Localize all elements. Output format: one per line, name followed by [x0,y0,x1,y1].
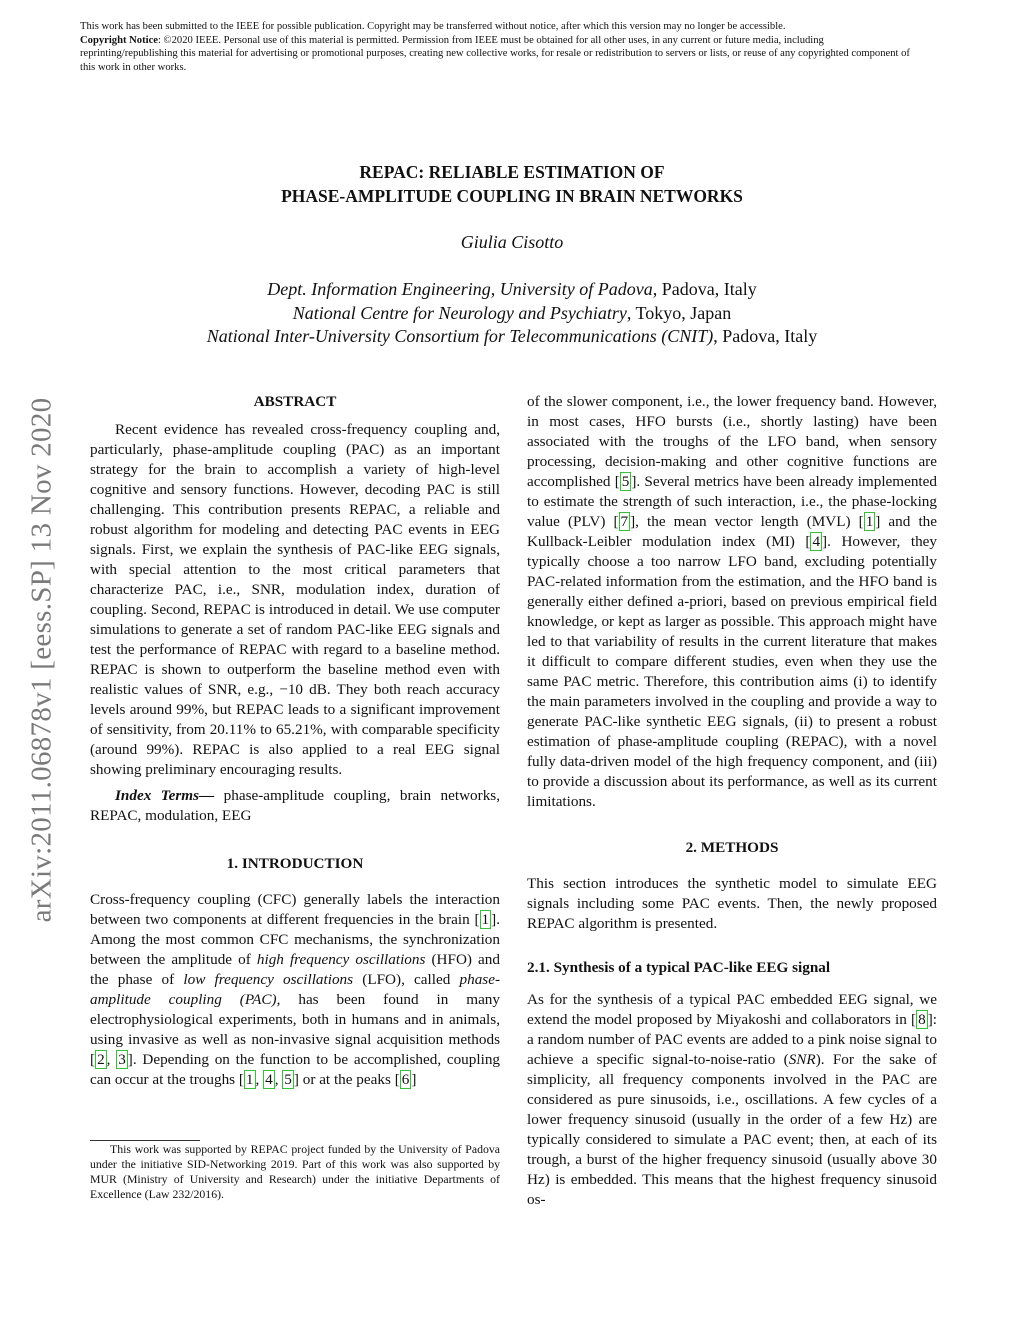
citation-link[interactable]: 5 [284,1071,292,1088]
citation-link[interactable]: 7 [620,513,629,530]
synthesis-text: As for the synthesis of a typical PAC embedded EEG signal, we extend the model proposed by Miyakoshi and collaborators in [ 8 ]: a random number of PAC events are added to a pink noise signal to achieve a specific signal-to-noise-ratio (SNR). For the sake of simplicity, all frequency components involved in the PAC are considered as pure sinusoids, i.e., oscillations. A few cycles of a lower frequency sinusoid (usually in the order of a few Hz) are typically considered to simulate a PAC event; then, at each of its trough, a burst of the higher frequency sinusoid (usually above 30 Hz) is embedded. This means that the highest frequency sinusoid os- [527,991,937,1208]
index-terms: Index Terms— phase-amplitude coupling, brain networks, REPAC, modulation, EEG [90,787,500,824]
snr-symbol: SNR [788,1051,816,1068]
citation-link[interactable]: 1 [481,911,490,928]
abstract-text: Recent evidence has revealed cross-frequency coupling and, particularly, phase-amplitude coupling (PAC) as an important strategy for the brain to accomplish a variety of high-level cognitive and sensory functions. However, decoding PAC is still challenging. This contribution presents REPAC, a reliable and robust algorithm for modeling and detecting PAC events in EEG signals. First, we explain the synthesis of PAC-like EEG signals, with special attention to the most critical parameters that characterize PAC, i.e., SNR, modulation index, duration of coupling. Second, REPAC is introduced in detail. We use computer simulations to generate a set of random PAC-like EEG signals and test the performance of REPAC with regard to a baseline method. REPAC is shown to outperform the baseline method even with realistic values of SNR, e.g., −10 dB. They both reach accuracy levels around 99%, but REPAC leads to a significant improvement of sensitivity, from 20.11% to 65.21%, with comparable specificity (around 99%). REPAC is also applied to a real EEG signal showing preliminary encouraging results. [90,421,500,778]
citation-link[interactable]: 8 [918,1011,926,1028]
affiliation: Dept. Information Engineering, University of Padova, Padova, Italy [267,279,757,299]
introduction-continued: of the slower component, i.e., the lower frequency band. However, in most cases, HFO bursts (i.e., shortly lasting) have been associated with the troughs of the LFO band, when sensory processing, decision-making and other cognitive functions are accomplished [ 5 ]. Several metrics have been already implemented to estimate the strength of such interaction, i.e., the phase-locking value (PLV) [ 7 ], the mean vector length (MVL) [ 1 ] and the Kullback-Leibler modulation index (MI) [ 4 ]. However, they typically choose a too narrow LFO band, excluding potentially PAC-related information from the estimation, and the HFO band is generally either defined a-priori, based on previous empirical field knowledge, or kept as larger as possible. This approach might have led to that variability of results in the current literature that makes it difficult to compare different studies, even when they use the same PAC metric. Therefore, this contribution aims (i) to identify the main parameters involved in the coupling and provide a way to generate PAC-like synthetic EEG signals, (ii) to present a robust estimation of phase-amplitude coupling (REPAC), with a novel fully data-driven model of the high frequency component, and (iii) to provide a discussion about its performance, as well as its current limitations. [527,393,938,810]
copyright-text: Copyright Notice: ©2020 IEEE. Personal use of this material is permitted. Permission from IEEE must be obtained for all other uses, in any current or future media, including reprinting/republishing this material for advertising or promotional purposes, creating new collective works, for resale or redistribution to servers or lists, or reuse of any copyrighted component of this work in other works. [80,34,910,73]
arxiv-identifier: arXiv:2011.06878v1 [eess.SP] 13 Nov 2020 [25,397,58,923]
title-line-2: PHASE-AMPLITUDE COUPLING IN BRAIN NETWORKS [281,186,743,206]
footnote [90,1142,500,1202]
introduction-text: Cross-frequency coupling (CFC) generally labels the interaction between two components at different frequencies in the brain [ 1 ]. Among the most common CFC mechanisms, the synchronization between the amplitude of high frequency oscillations (HFO) and the phase of low frequency oscillations (LFO), called phase-amplitude coupling (PAC), has been found in many electrophysiological experiments, both in humans and in animals, using invasive as well as non-invasive signal acquisition methods [ 2 , 3 ]. Depending on the function to be accomplished, coupling can occur at the troughs [ 1 , 4 , 5 ] or at the peaks [ 6 ] [90,891,501,1088]
abstract-heading: ABSTRACT [253,393,337,410]
citation-link[interactable]: 5 [621,473,630,490]
copyright-notice [80,20,910,74]
citation-link[interactable]: 3 [118,1051,126,1068]
title-line-1: REPAC: RELIABLE ESTIMATION OF [359,162,665,182]
affiliation: National Inter-University Consortium for Telecommunications (CNIT), Padova, Italy [206,326,818,346]
methods-text: This section introduces the synthetic model to simulate EEG signals including some PAC events. Then, the newly proposed REPAC algorithm is presented. [527,875,937,932]
citation-link[interactable]: 2 [97,1051,105,1068]
arxiv-stamp [20,340,64,980]
citation-link[interactable]: 1 [245,1071,254,1088]
footnote-text: This work was supported by REPAC project funded by the University of Padova under the initiative SID-Networking 2019. Part of this work was also supported by MUR (Ministry of University and Research) under the initiative Departments of Excellence (Law 232/2016). [90,1142,500,1201]
submission-note: This work has been submitted to the IEEE for possible publication. Copyright may be transferred without notice, after which this version may no longer be accessible. [80,21,786,32]
citation-link[interactable]: 4 [265,1071,273,1088]
copyright-label: Copyright Notice [80,34,158,46]
affiliations [100,278,924,349]
index-terms-label: Index Terms— [115,787,215,804]
paper-title [150,160,874,208]
synthesis-heading: 2.1. Synthesis of a typical PAC-like EEG signal [527,959,831,976]
citation-link[interactable]: 4 [812,533,821,550]
citation-link[interactable]: 6 [401,1071,410,1088]
affiliation: National Centre for Neurology and Psychiatry, Tokyo, Japan [292,302,732,323]
footnote-rule [90,1140,200,1141]
citation-link[interactable]: 1 [865,513,874,530]
introduction-heading: 1. INTRODUCTION [226,855,364,872]
author-name: Giulia Cisotto [460,232,564,252]
right-column [527,392,937,1210]
left-column [90,392,500,1090]
methods-heading: 2. METHODS [685,839,779,856]
